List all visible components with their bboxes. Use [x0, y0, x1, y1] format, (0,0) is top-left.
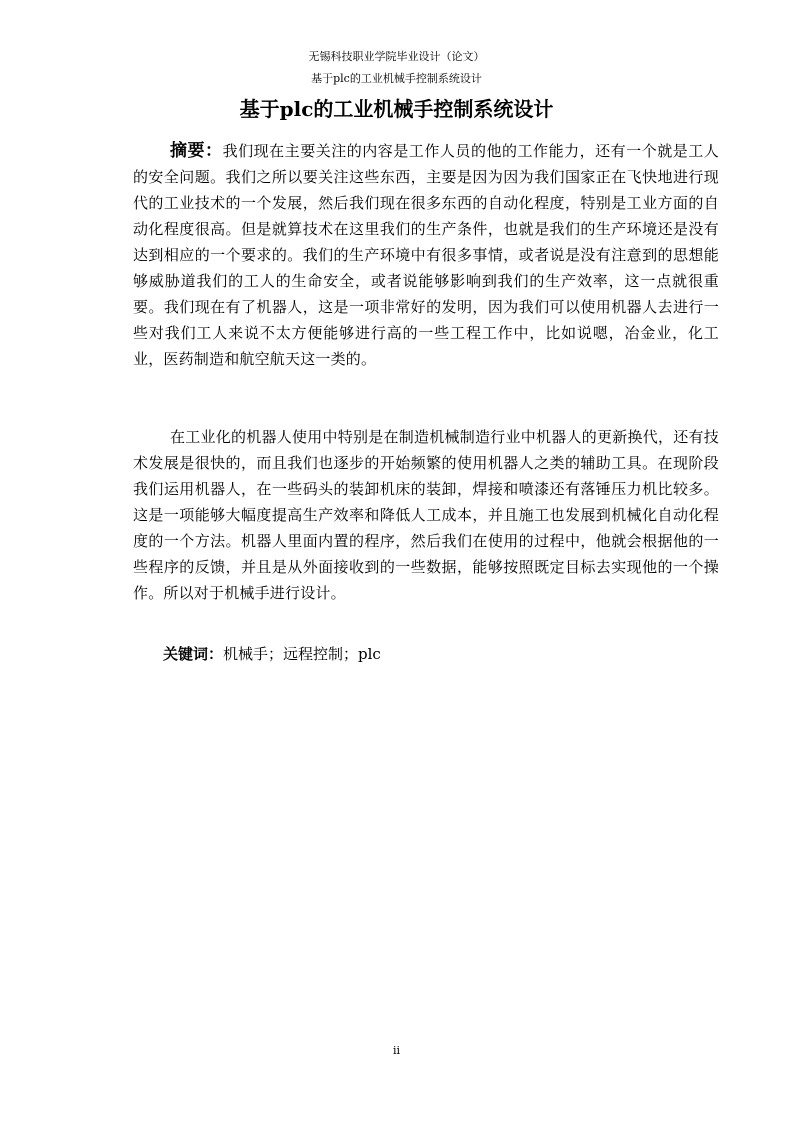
abstract-label: 摘要：	[170, 141, 223, 161]
keywords-text: 机械手；远程控制；plc	[223, 645, 381, 663]
keywords-line	[163, 641, 381, 667]
page-number: ii	[392, 1044, 401, 1057]
running-header-institution: 无锡科技职业学院毕业设计（论文）	[308, 50, 485, 63]
abstract-paragraph	[133, 138, 719, 372]
running-header-title: 基于plc的工业机械手控制系统设计	[311, 72, 482, 85]
keywords-label: 关键词：	[163, 645, 224, 663]
body-paragraph: 在工业化的机器人使用中特别是在制造机械制造行业中机器人的更新换代，还有技术发展是很快的，而且我们也逐步的开始频繁的使用机器人之类的辅助工具。在现阶段我们运用机器人，在一些码头的装卸机床的装卸，焊接和喷漆还有落锤压力机比较多。这是一项能够大幅度提高生产效率和降低人工成本，并且施工也发展到机械化自动化程度的一个方法。机器人里面内置的程序，然后我们在使用的过程中，他就会根据他的一些程序的反馈，并且是从外面接收到的一些数据，能够按照既定目标去实现他的一个操作。所以对于机械手进行设计。	[133, 428, 719, 602]
abstract-text: 我们现在主要关注的内容是工作人员的他的工作能力，还有一个就是工人的安全问题。我们之所以要关注这些东西，主要是因为因为我们国家正在飞快地进行现代的工业技术的一个发展，然后我们现在很多东西的自动化程度，特别是工业方面的自动化程度很高。但是就算技术在这里我们的生产条件，也就是我们的生产环境还是没有达到相应的一个要求的。我们的生产环境中有很多事情，或者说是没有注意到的思想能够威胁道我们的工人的生命安全，或者说能够影响到我们的生产效率，这一点就很重要。我们现在有了机器人，这是一项非常好的发明，因为我们可以使用机器人去进行一些对我们工人来说不太方便能够进行高的一些工程工作中，比如说嗯，冶金业，化工业，医药制造和航空航天这一类的。	[133, 142, 719, 368]
document-title: 基于plc的工业机械手控制系统设计	[239, 97, 554, 121]
